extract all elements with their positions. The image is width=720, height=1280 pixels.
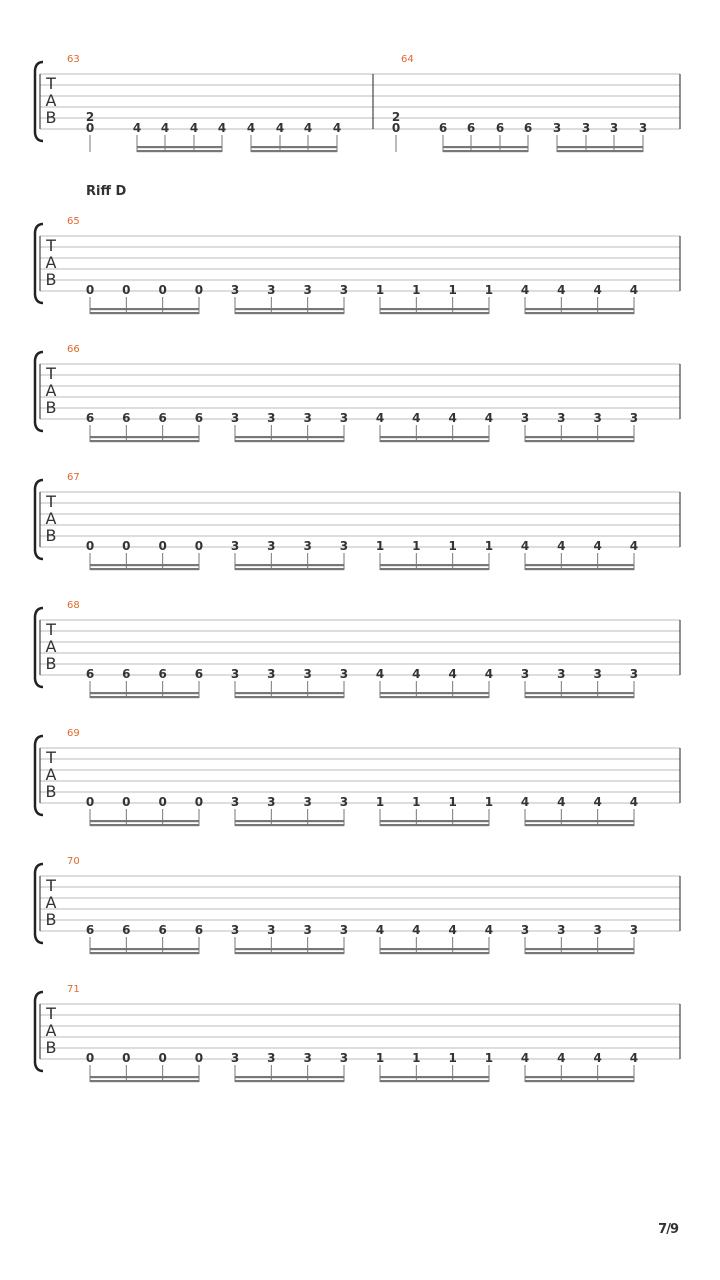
measure-number: 71 xyxy=(67,984,80,995)
beam xyxy=(235,436,344,438)
beam xyxy=(90,692,199,694)
beam xyxy=(380,1080,489,1082)
fret-number: 1 xyxy=(375,283,385,297)
measure-number: 70 xyxy=(67,856,80,867)
fret-number: 3 xyxy=(339,283,349,297)
beam xyxy=(235,308,344,310)
beam xyxy=(380,308,489,310)
fret-number: 4 xyxy=(557,283,566,297)
fret-number: 3 xyxy=(303,667,312,681)
beam xyxy=(525,440,634,442)
fret-number: 4 xyxy=(593,539,602,553)
beam xyxy=(90,440,199,442)
section-label: Riff D xyxy=(86,184,127,199)
fret-number: 4 xyxy=(275,121,285,135)
tab-clef-a: A xyxy=(45,91,57,110)
fret-number: 3 xyxy=(230,411,240,425)
fret-number: 4 xyxy=(217,121,227,135)
fret-number: 3 xyxy=(230,283,240,297)
beam xyxy=(90,564,199,566)
fret-number: 0 xyxy=(194,283,204,297)
fret-number: 3 xyxy=(339,923,349,937)
fret-number: 3 xyxy=(581,121,591,135)
fret-number: 3 xyxy=(267,283,276,297)
beam xyxy=(251,150,337,152)
measure-number: 69 xyxy=(67,728,80,739)
fret-number: 3 xyxy=(230,1051,240,1065)
fret-number: 3 xyxy=(339,1051,349,1065)
fret-number: 6 xyxy=(466,121,476,135)
tab-clef-t: T xyxy=(46,74,56,93)
fret-number: 6 xyxy=(85,411,95,425)
fret-number: 0 xyxy=(85,121,95,135)
measure-number: 63 xyxy=(67,54,80,65)
beam xyxy=(380,952,489,954)
fret-number: 0 xyxy=(158,1051,167,1065)
tab-clef-b: B xyxy=(45,1038,57,1057)
fret-number: 6 xyxy=(122,411,131,425)
fret-number: 3 xyxy=(230,795,240,809)
fret-number: 0 xyxy=(158,283,167,297)
beam xyxy=(525,692,634,694)
fret-number: 0 xyxy=(122,795,131,809)
fret-number: 4 xyxy=(484,923,494,937)
measure-number: 64 xyxy=(401,54,414,65)
beam xyxy=(380,564,489,566)
beam xyxy=(380,440,489,442)
fret-number: 3 xyxy=(520,667,530,681)
beam xyxy=(90,308,199,310)
fret-number: 1 xyxy=(412,283,421,297)
beam xyxy=(525,568,634,570)
fret-number: 4 xyxy=(629,1051,639,1065)
fret-number: 4 xyxy=(593,795,602,809)
beam xyxy=(380,692,489,694)
beam xyxy=(90,952,199,954)
fret-number: 1 xyxy=(448,539,457,553)
beam xyxy=(235,312,344,314)
tab-clef-t: T xyxy=(46,364,56,383)
tab-clef-a: A xyxy=(45,381,57,400)
fret-number: 3 xyxy=(609,121,619,135)
beam xyxy=(380,1076,489,1078)
fret-number: 3 xyxy=(267,923,276,937)
fret-number: 4 xyxy=(593,283,602,297)
fret-number: 3 xyxy=(629,411,639,425)
fret-number: 4 xyxy=(520,539,530,553)
fret-number: 6 xyxy=(495,121,505,135)
beam xyxy=(380,312,489,314)
fret-number: 6 xyxy=(523,121,533,135)
fret-number: 4 xyxy=(629,539,639,553)
fret-number: 3 xyxy=(552,121,562,135)
beam xyxy=(525,308,634,310)
beam xyxy=(235,824,344,826)
fret-number: 3 xyxy=(339,411,349,425)
fret-number: 4 xyxy=(593,1051,602,1065)
fret-number: 4 xyxy=(375,411,385,425)
fret-number: 0 xyxy=(85,539,95,553)
tab-clef-b: B xyxy=(45,270,57,289)
fret-number: 3 xyxy=(230,539,240,553)
beam xyxy=(443,150,528,152)
fret-number: 0 xyxy=(391,121,401,135)
beam xyxy=(525,696,634,698)
fret-number: 1 xyxy=(375,1051,385,1065)
fret-number: 4 xyxy=(412,923,421,937)
fret-number: 3 xyxy=(303,411,312,425)
beam xyxy=(235,568,344,570)
beam xyxy=(525,824,634,826)
fret-number: 0 xyxy=(122,539,131,553)
beam xyxy=(525,820,634,822)
beam xyxy=(90,312,199,314)
beam xyxy=(235,440,344,442)
fret-number: 4 xyxy=(557,795,566,809)
tab-clef-b: B xyxy=(45,108,57,127)
beam xyxy=(137,146,222,148)
measure-number: 68 xyxy=(67,600,80,611)
fret-number: 3 xyxy=(230,667,240,681)
beam xyxy=(235,1076,344,1078)
tab-clef-b: B xyxy=(45,782,57,801)
fret-number: 4 xyxy=(303,121,313,135)
fret-number: 0 xyxy=(85,795,95,809)
fret-number: 4 xyxy=(448,411,457,425)
fret-number: 4 xyxy=(375,667,385,681)
fret-number: 1 xyxy=(412,539,421,553)
fret-number: 3 xyxy=(267,539,276,553)
beam xyxy=(235,1080,344,1082)
fret-number: 3 xyxy=(267,1051,276,1065)
beam xyxy=(90,948,199,950)
beam xyxy=(235,952,344,954)
fret-number: 0 xyxy=(158,795,167,809)
beam xyxy=(235,696,344,698)
beam xyxy=(380,820,489,822)
fret-number: 4 xyxy=(557,1051,566,1065)
fret-number: 3 xyxy=(557,411,566,425)
beam xyxy=(525,1076,634,1078)
fret-number: 4 xyxy=(332,121,342,135)
fret-number: 0 xyxy=(194,795,204,809)
fret-number: 4 xyxy=(557,539,566,553)
fret-number: 6 xyxy=(158,667,167,681)
beam xyxy=(525,948,634,950)
fret-number: 1 xyxy=(484,539,494,553)
fret-number: 2 xyxy=(391,110,401,124)
fret-number: 3 xyxy=(230,923,240,937)
fret-number: 3 xyxy=(593,411,602,425)
fret-number: 1 xyxy=(375,795,385,809)
fret-number: 3 xyxy=(593,667,602,681)
beam xyxy=(525,1080,634,1082)
tab-clef-a: A xyxy=(45,893,57,912)
fret-number: 1 xyxy=(448,795,457,809)
fret-number: 6 xyxy=(122,667,131,681)
fret-number: 3 xyxy=(303,1051,312,1065)
fret-number: 0 xyxy=(85,1051,95,1065)
fret-number: 1 xyxy=(412,1051,421,1065)
fret-number: 3 xyxy=(339,539,349,553)
beam xyxy=(235,692,344,694)
beam xyxy=(380,948,489,950)
tab-clef-t: T xyxy=(46,876,56,895)
beam xyxy=(251,146,337,148)
beam xyxy=(525,952,634,954)
fret-number: 6 xyxy=(194,923,204,937)
fret-number: 4 xyxy=(189,121,199,135)
tab-clef-t: T xyxy=(46,620,56,639)
tab-clef-t: T xyxy=(46,1004,56,1023)
measure-number: 66 xyxy=(67,344,80,355)
fret-number: 3 xyxy=(629,667,639,681)
fret-number: 0 xyxy=(85,283,95,297)
fret-number: 4 xyxy=(412,411,421,425)
tab-clef-a: A xyxy=(45,253,57,272)
fret-number: 6 xyxy=(85,667,95,681)
fret-number: 4 xyxy=(448,667,457,681)
fret-number: 4 xyxy=(412,667,421,681)
fret-number: 0 xyxy=(122,1051,131,1065)
fret-number: 3 xyxy=(267,667,276,681)
fret-number: 2 xyxy=(85,110,95,124)
beam xyxy=(90,696,199,698)
beam xyxy=(90,1080,199,1082)
fret-number: 4 xyxy=(520,283,530,297)
tab-clef-t: T xyxy=(46,492,56,511)
tab-clef-t: T xyxy=(46,748,56,767)
tab-clef-b: B xyxy=(45,654,57,673)
fret-number: 6 xyxy=(158,923,167,937)
beam xyxy=(380,568,489,570)
fret-number: 3 xyxy=(520,411,530,425)
fret-number: 3 xyxy=(267,411,276,425)
fret-number: 3 xyxy=(557,923,566,937)
fret-number: 3 xyxy=(303,283,312,297)
tab-clef-b: B xyxy=(45,526,57,545)
fret-number: 4 xyxy=(520,795,530,809)
fret-number: 1 xyxy=(484,1051,494,1065)
fret-number: 6 xyxy=(194,667,204,681)
fret-number: 1 xyxy=(448,1051,457,1065)
beam xyxy=(90,436,199,438)
fret-number: 3 xyxy=(339,667,349,681)
fret-number: 6 xyxy=(194,411,204,425)
beam xyxy=(90,568,199,570)
measure-number: 65 xyxy=(67,216,80,227)
fret-number: 1 xyxy=(375,539,385,553)
fret-number: 4 xyxy=(246,121,256,135)
beam xyxy=(557,150,643,152)
beam xyxy=(380,824,489,826)
beam xyxy=(380,436,489,438)
page-number: 7/9 xyxy=(658,1222,678,1237)
tab-clef-a: A xyxy=(45,637,57,656)
fret-number: 4 xyxy=(160,121,170,135)
beam xyxy=(90,824,199,826)
fret-number: 4 xyxy=(520,1051,530,1065)
fret-number: 1 xyxy=(448,283,457,297)
fret-number: 1 xyxy=(484,283,494,297)
fret-number: 3 xyxy=(557,667,566,681)
fret-number: 3 xyxy=(629,923,639,937)
fret-number: 3 xyxy=(303,539,312,553)
fret-number: 3 xyxy=(303,923,312,937)
tab-clef-b: B xyxy=(45,398,57,417)
tab-clef-a: A xyxy=(45,1021,57,1040)
fret-number: 1 xyxy=(484,795,494,809)
fret-number: 0 xyxy=(122,283,131,297)
fret-number: 0 xyxy=(194,1051,204,1065)
fret-number: 3 xyxy=(267,795,276,809)
tab-clef-a: A xyxy=(45,509,57,528)
beam xyxy=(525,436,634,438)
fret-number: 4 xyxy=(629,283,639,297)
beam xyxy=(525,312,634,314)
fret-number: 4 xyxy=(448,923,457,937)
beam xyxy=(443,146,528,148)
fret-number: 3 xyxy=(638,121,648,135)
fret-number: 4 xyxy=(375,923,385,937)
fret-number: 0 xyxy=(158,539,167,553)
beam xyxy=(90,1076,199,1078)
beam xyxy=(380,696,489,698)
fret-number: 4 xyxy=(484,411,494,425)
beam xyxy=(235,948,344,950)
beam xyxy=(235,564,344,566)
fret-number: 6 xyxy=(158,411,167,425)
measure-number: 67 xyxy=(67,472,80,483)
tab-clef-a: A xyxy=(45,765,57,784)
tab-clef-t: T xyxy=(46,236,56,255)
fret-number: 1 xyxy=(412,795,421,809)
beam xyxy=(137,150,222,152)
beam xyxy=(235,820,344,822)
tab-clef-b: B xyxy=(45,910,57,929)
fret-number: 3 xyxy=(520,923,530,937)
fret-number: 4 xyxy=(132,121,142,135)
fret-number: 6 xyxy=(85,923,95,937)
beam xyxy=(557,146,643,148)
beam xyxy=(90,820,199,822)
fret-number: 4 xyxy=(629,795,639,809)
fret-number: 3 xyxy=(593,923,602,937)
fret-number: 6 xyxy=(438,121,448,135)
fret-number: 4 xyxy=(484,667,494,681)
fret-number: 3 xyxy=(339,795,349,809)
fret-number: 0 xyxy=(194,539,204,553)
fret-number: 3 xyxy=(303,795,312,809)
beam xyxy=(525,564,634,566)
fret-number: 6 xyxy=(122,923,131,937)
